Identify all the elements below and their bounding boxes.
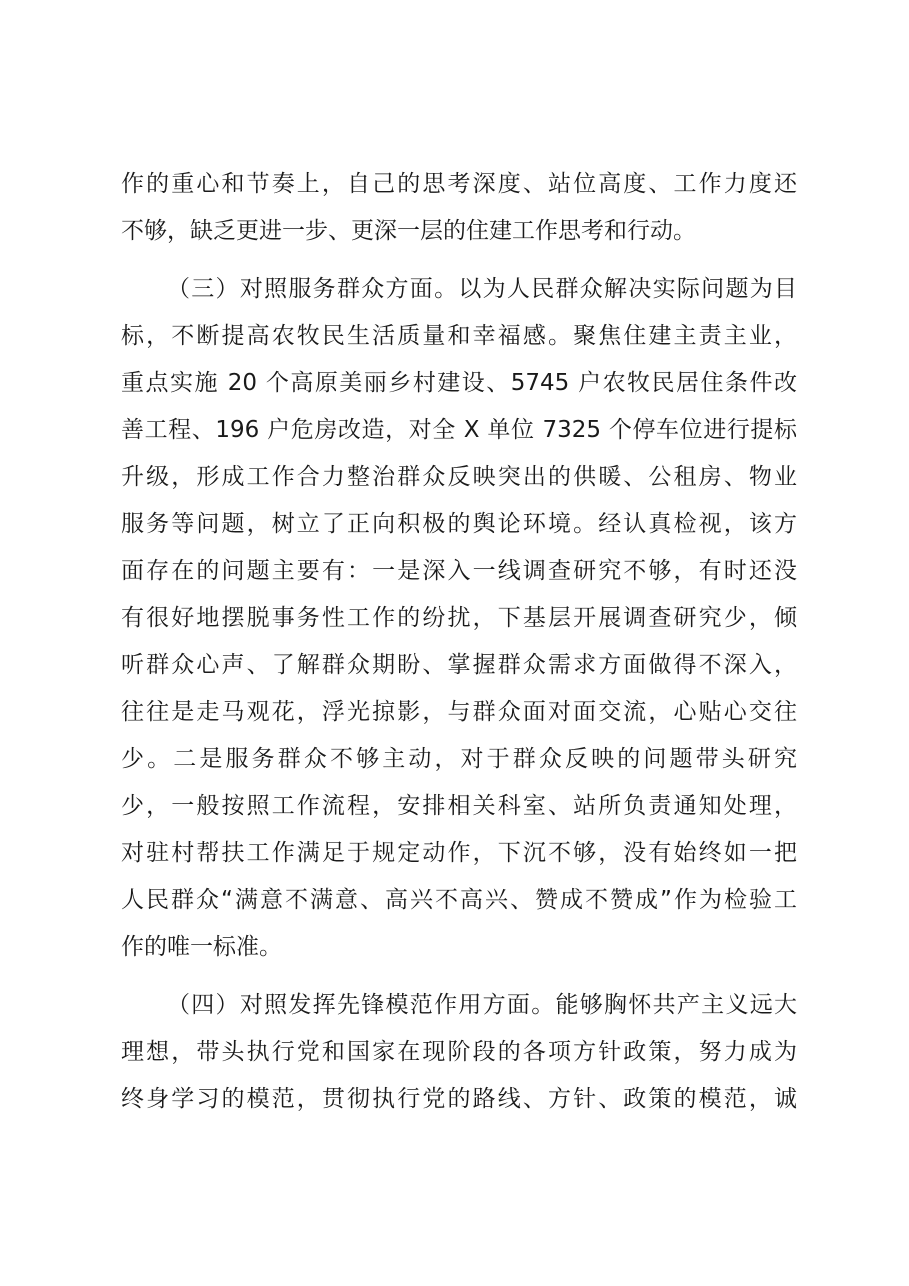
text-line: 面存在的问题主要有：一是深入一线调查研究不够，有时还没	[121, 558, 797, 584]
text-line: 听群众心声、了解群众期盼、掌握群众需求方面做得不深入，	[121, 652, 797, 678]
document-body	[121, 161, 797, 1134]
text-line: 终身学习的模范，贯彻执行党的路线、方针、政策的模范，诚	[121, 1086, 797, 1112]
paragraph-continuation	[121, 161, 797, 255]
text-line: 重点实施 20 个高原美丽乡村建设、5745 户农牧民居住条件改	[121, 370, 797, 396]
text-line: 往往是走马观花，浮光掠影，与群众面对面交流，心贴心交往	[121, 699, 797, 725]
text-line: 理想，带头执行党和国家在现阶段的各项方针政策，努力成为	[121, 1039, 797, 1065]
text-line: 不够，缺乏更进一步、更深一层的住建工作思考和行动。	[121, 218, 696, 244]
text-line: 有很好地摆脱事务性工作的纷扰，下基层开展调查研究少，倾	[121, 605, 797, 631]
text-line: 少。二是服务群众不够主动，对于群众反映的问题带头研究	[121, 746, 797, 772]
text-line: 对驻村帮扶工作满足于规定动作，下沉不够，没有始终如一把	[121, 840, 797, 866]
text-line: 升级，形成工作合力整治群众反映突出的供暖、公租房、物业	[121, 464, 797, 490]
text-line: 少，一般按照工作流程，安排相关科室、站所负责通知处理，	[121, 793, 797, 819]
paragraph-serving-the-masses	[121, 266, 797, 971]
paragraph-vanguard-role	[121, 982, 797, 1123]
text-line: 作的唯一标准。	[121, 934, 282, 960]
text-line: 服务等问题，树立了正向积极的舆论环境。经认真检视，该方	[121, 511, 797, 537]
text-line: 作的重心和节奏上，自己的思考深度、站位高度、工作力度还	[121, 171, 797, 197]
text-line: （四）对照发挥先锋模范作用方面。能够胸怀共产主义远大	[167, 992, 797, 1018]
text-line: 标，不断提高农牧民生活质量和幸福感。聚焦住建主责主业，	[121, 323, 797, 349]
text-line: 善工程、196 户危房改造，对全 X 单位 7325 个停车位进行提标	[121, 417, 797, 443]
text-line: （三）对照服务群众方面。以为人民群众解决实际问题为目	[167, 276, 797, 302]
text-line: 人民群众“满意不满意、高兴不高兴、赞成不赞成”作为检验工	[121, 887, 797, 913]
